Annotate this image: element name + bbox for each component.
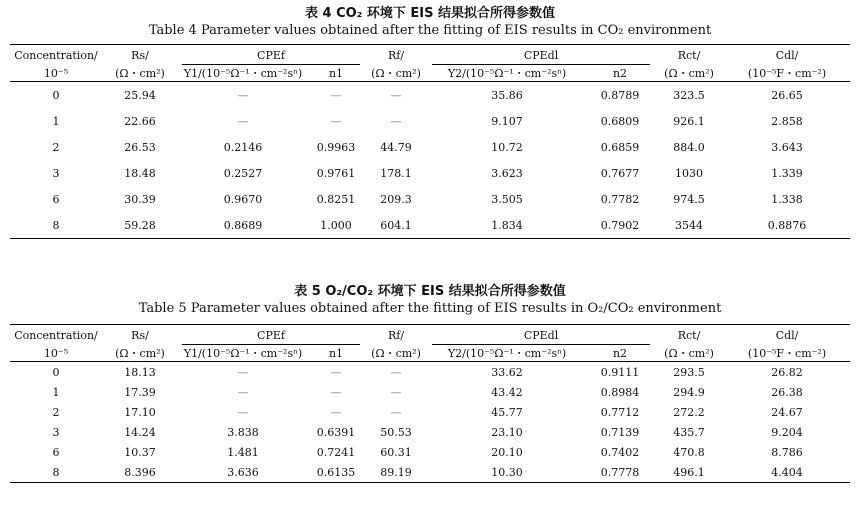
table5-caption-cn: 表 5 O₂/CO₂ 环境下 EIS 结果拟合所得参数值	[294, 284, 566, 299]
header-n2: n2	[586, 65, 654, 82]
table-row	[10, 212, 850, 239]
cell: 50.53	[380, 425, 412, 439]
cell: 2	[52, 405, 60, 419]
header-y1: Y1/(10⁻⁵Ω⁻¹・cm⁻²sⁿ)	[178, 65, 308, 82]
cell: 0.6391	[316, 425, 356, 439]
cell: 209.3	[380, 192, 412, 206]
table-row	[10, 362, 850, 383]
header-cdl: Cdl/	[775, 328, 799, 342]
cell: 9.204	[771, 425, 803, 439]
cell: 3.623	[491, 166, 523, 180]
table-row	[10, 82, 850, 109]
table5	[10, 324, 850, 483]
cell: 0.9670	[223, 192, 263, 206]
table-row	[10, 108, 850, 134]
cell: 0.7778	[600, 465, 640, 479]
cell: —	[390, 385, 402, 399]
cell: 44.79	[380, 140, 412, 154]
table4	[10, 44, 850, 239]
cell: 0.7902	[600, 218, 640, 232]
cell: 8	[52, 218, 60, 232]
header-cpedl: CPEdl	[428, 45, 654, 66]
cell: 0	[52, 365, 60, 379]
cell: 8.786	[771, 445, 803, 459]
cell: 884.0	[673, 140, 705, 154]
header-rs-unit: (Ω・cm²)	[102, 65, 178, 82]
header-y2: Y2/(10⁻⁵Ω⁻¹・cm⁻²sⁿ)	[428, 345, 586, 362]
table-row	[10, 442, 850, 462]
header-rct-unit: (Ω・cm²)	[654, 65, 724, 82]
header-cpef: CPEf	[178, 45, 364, 66]
cell: 4.404	[771, 465, 803, 479]
cell: —	[390, 405, 402, 419]
header-cdl: Cdl/	[775, 48, 799, 62]
cell: 0	[52, 88, 60, 102]
cell: 1.000	[320, 218, 352, 232]
cell: 272.2	[673, 405, 705, 419]
cell: 0.8984	[600, 385, 640, 399]
header-n1: n1	[308, 345, 364, 362]
cell: 10.37	[124, 445, 156, 459]
header-concentration-unit: 10⁻⁵	[10, 345, 102, 362]
header-concentration: Concentration/	[14, 328, 98, 342]
cell: 6	[52, 192, 60, 206]
cell: —	[237, 365, 249, 379]
cell: 26.82	[771, 365, 803, 379]
cell: 496.1	[673, 465, 705, 479]
header-y1: Y1/(10⁻⁵Ω⁻¹・cm⁻²sⁿ)	[178, 345, 308, 362]
cell: 3.838	[227, 425, 259, 439]
cell: 18.48	[124, 166, 156, 180]
header-rf-unit: (Ω・cm²)	[364, 345, 428, 362]
cell: 974.5	[673, 192, 705, 206]
cell: 33.62	[491, 365, 523, 379]
cell: 8.396	[124, 465, 156, 479]
cell: 17.39	[124, 385, 156, 399]
cell: 0.8789	[600, 88, 640, 102]
cell: 45.77	[491, 405, 523, 419]
cell: 926.1	[673, 114, 705, 128]
cell: 293.5	[673, 365, 705, 379]
cell: 3.636	[227, 465, 259, 479]
header-n2: n2	[586, 345, 654, 362]
cell: 0.2527	[223, 166, 263, 180]
cell: 0.7712	[600, 405, 640, 419]
cell: 25.94	[124, 88, 156, 102]
cell: 0.7241	[316, 445, 356, 459]
header-cpedl: CPEdl	[428, 325, 654, 346]
header-rs: Rs/	[131, 48, 149, 62]
cell: 0.9761	[316, 166, 356, 180]
cell: 60.31	[380, 445, 412, 459]
header-cpef: CPEf	[178, 325, 364, 346]
cell: 2	[52, 140, 60, 154]
cell: —	[330, 385, 342, 399]
header-rs: Rs/	[131, 328, 149, 342]
cell: 1030	[675, 166, 704, 180]
cell: —	[237, 114, 249, 128]
cell: 3544	[675, 218, 704, 232]
header-rct-unit: (Ω・cm²)	[654, 345, 724, 362]
cell: 0.8876	[767, 218, 807, 232]
header-rct: Rct/	[677, 48, 701, 62]
table5-block	[10, 284, 850, 483]
table-row	[10, 186, 850, 212]
cell: 17.10	[124, 405, 156, 419]
cell: 0.6859	[600, 140, 640, 154]
cell: —	[237, 88, 249, 102]
cell: 1	[52, 385, 60, 399]
cell: 323.5	[673, 88, 705, 102]
cell: 1.338	[771, 192, 803, 206]
cell: —	[237, 405, 249, 419]
table4-caption-cn: 表 4 CO₂ 环境下 EIS 结果拟合所得参数值	[304, 6, 556, 21]
cell: 26.53	[124, 140, 156, 154]
cell: 89.19	[380, 465, 412, 479]
header-rf: Rf/	[387, 48, 405, 62]
cell: 3	[52, 425, 60, 439]
cell: 0.7139	[600, 425, 640, 439]
cell: 3	[52, 166, 60, 180]
table-row	[10, 160, 850, 186]
header-concentration: Concentration/	[14, 48, 98, 62]
cell: 35.86	[491, 88, 523, 102]
cell: 1.339	[771, 166, 803, 180]
table4-block	[10, 6, 850, 239]
cell: —	[390, 114, 402, 128]
cell: 178.1	[380, 166, 412, 180]
cell: 0.9963	[316, 140, 356, 154]
header-rf: Rf/	[387, 328, 405, 342]
cell: 10.72	[491, 140, 523, 154]
header-cdl-unit: (10⁻⁵F・cm⁻²)	[724, 345, 850, 362]
cell: 0.8689	[223, 218, 263, 232]
cell: 0.6809	[600, 114, 640, 128]
cell: 3.505	[491, 192, 523, 206]
cell: 26.38	[771, 385, 803, 399]
cell: 43.42	[491, 385, 523, 399]
header-y2: Y2/(10⁻⁵Ω⁻¹・cm⁻²sⁿ)	[428, 65, 586, 82]
cell: 30.39	[124, 192, 156, 206]
header-rct: Rct/	[677, 328, 701, 342]
cell: 604.1	[380, 218, 412, 232]
table-row	[10, 422, 850, 442]
cell: —	[390, 365, 402, 379]
cell: 18.13	[124, 365, 156, 379]
cell: —	[330, 405, 342, 419]
cell: —	[330, 88, 342, 102]
cell: 10.30	[491, 465, 523, 479]
cell: 14.24	[124, 425, 156, 439]
cell: —	[330, 365, 342, 379]
cell: 23.10	[491, 425, 523, 439]
header-n1: n1	[308, 65, 364, 82]
table-row	[10, 382, 850, 402]
cell: 24.67	[771, 405, 803, 419]
cell: 59.28	[124, 218, 156, 232]
header-cdl-unit: (10⁻⁵F・cm⁻²)	[724, 65, 850, 82]
cell: 3.643	[771, 140, 803, 154]
cell: 0.2146	[223, 140, 263, 154]
cell: 1.834	[491, 218, 523, 232]
header-concentration-unit: 10⁻⁵	[10, 65, 102, 82]
cell: 9.107	[491, 114, 523, 128]
cell: 22.66	[124, 114, 156, 128]
cell: 1.481	[227, 445, 259, 459]
table5-caption-en: Table 5 Parameter values obtained after the fitting of EIS results in O₂/CO₂ environment	[138, 301, 722, 316]
cell: 0.7677	[600, 166, 640, 180]
cell: 0.7402	[600, 445, 640, 459]
cell: 26.65	[771, 88, 803, 102]
table-row	[10, 134, 850, 160]
header-rf-unit: (Ω・cm²)	[364, 65, 428, 82]
cell: 0.8251	[316, 192, 356, 206]
cell: 8	[52, 465, 60, 479]
header-rs-unit: (Ω・cm²)	[102, 345, 178, 362]
cell: 0.6135	[316, 465, 356, 479]
cell: 20.10	[491, 445, 523, 459]
cell: 0.7782	[600, 192, 640, 206]
table-row	[10, 462, 850, 483]
cell: 0.9111	[600, 365, 640, 379]
table4-caption-en: Table 4 Parameter values obtained after the fitting of EIS results in CO₂ environment	[148, 23, 712, 38]
cell: 1	[52, 114, 60, 128]
table-row	[10, 402, 850, 422]
cell: 294.9	[673, 385, 705, 399]
cell: 2.858	[771, 114, 803, 128]
cell: —	[237, 385, 249, 399]
cell: 435.7	[673, 425, 705, 439]
cell: —	[390, 88, 402, 102]
cell: 470.8	[673, 445, 705, 459]
cell: —	[330, 114, 342, 128]
cell: 6	[52, 445, 60, 459]
